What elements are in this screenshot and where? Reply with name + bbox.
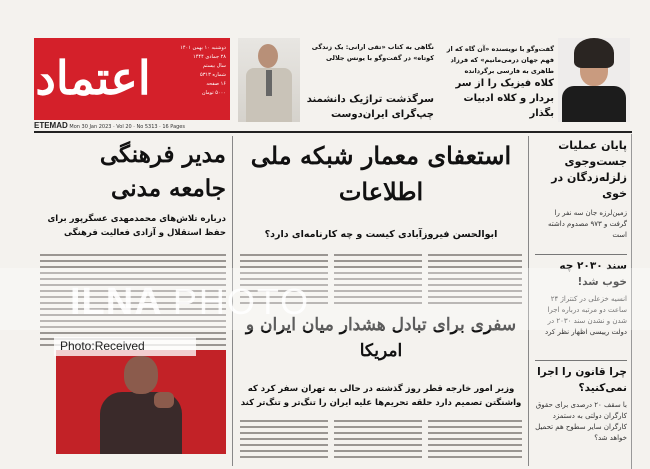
masthead xyxy=(34,38,230,120)
watermark-logo xyxy=(70,280,430,324)
right-divider-1 xyxy=(535,254,627,255)
second-subhead: وزیر امور خارجه قطر روز گذشته در حالی به تهران سفر کرد که واشنگتن تصمیم دارد حلقه تحریم‌ها علیه ایران را تنگ‌تر و تنگ‌تر کند xyxy=(240,384,522,408)
masthead-subline xyxy=(34,121,230,130)
masthead-pages: ۱۶ صفحه xyxy=(206,81,226,87)
speaker-hand xyxy=(154,392,174,408)
masthead-number: شماره ۵۳۱۳ xyxy=(200,72,226,78)
right-headline-2[interactable]: سند ۲۰۳۰ چه خوب شد! xyxy=(559,260,627,288)
portrait-photo xyxy=(238,38,300,122)
main-headline[interactable]: استعفای معمار شبکه ملی اطلاعات xyxy=(250,141,512,206)
watermark-photo: PHOTO xyxy=(172,281,311,322)
left-subhead: درباره تلاش‌های محمدمهدی عسگرپور برای حفظ استقلال و آزادی فعالیت فرهنگی xyxy=(47,214,226,238)
speaker-figure xyxy=(96,350,186,454)
portrait-tie xyxy=(266,70,272,96)
top-divider xyxy=(34,131,632,133)
right-headline-1[interactable]: پایان عملیات جست‌وجوی زلزله‌زدگان در خوی xyxy=(551,139,627,200)
right-headline-3[interactable]: چرا قانون را اجرا نمی‌کنید؟ xyxy=(537,366,627,394)
right-body-1: زمین‌لرزه جان سه نفر را گرفت و ۹۷۳ مصدوم داشته است xyxy=(548,209,627,239)
right-body-2: انسیه خزعلی در کنتراژ ۲۴ ساعت دو مرتبه درباره اجرا شدن و نشدن سند ۲۰۳۰ در دولت رییسی اظهار نظر کرد xyxy=(544,295,627,336)
newspaper-logo: اعتماد xyxy=(35,51,151,105)
masthead-info xyxy=(154,44,226,98)
speaker-photo xyxy=(56,350,226,454)
main-subhead: ابوالحسن فیروزآبادی کیست و چه کارنامه‌ای دارد؟ xyxy=(264,229,498,240)
author-shirt xyxy=(562,86,626,122)
second-headline[interactable]: سفری برای تبادل هشدار میان ایران و امریکا xyxy=(245,315,517,361)
right-divider-2 xyxy=(535,360,627,361)
teaser-right-kicker: گفت‌وگو با نویسنده «آن گاه که از فهم جهان درمی‌مانیم» که فرزاد طاهری به فارسی برگردانده xyxy=(446,45,554,75)
second-body-col-2 xyxy=(334,420,422,462)
speaker-head xyxy=(124,356,158,394)
masthead-date-hijri: ۲۸ جمادی ۱۴۴۴ xyxy=(193,54,226,60)
portrait-head xyxy=(258,44,278,68)
second-body-col-1 xyxy=(240,420,328,462)
teaser-right-title: کلاه فیزیک را از سر بردار و کلاه ادبیات بگذار xyxy=(455,78,554,119)
teaser-right[interactable] xyxy=(438,38,630,120)
masthead-sub-en: Mon 30 Jan 2023 · Vol 20 · No 5313 · 16 Pages xyxy=(69,124,185,130)
masthead-name-en: ETEMAD xyxy=(34,121,68,130)
masthead-year: سال بیستم xyxy=(202,63,226,69)
masthead-date: دوشنبه ۱۰ بهمن ۱۴۰۱ xyxy=(180,45,226,51)
watermark-brand: ILNA xyxy=(70,281,162,323)
second-body-col-3 xyxy=(428,420,522,462)
right-body-3: با سقف ۲۰ درصدی برای حقوق کارگران دولتی به دستمزد کارگران سایر سطوح هم تحمیل خواهد شد؟ xyxy=(535,401,627,442)
teaser-middle-kicker: نگاهی به کتاب «تقی ارانی: یک زندگی کوتاه» در گفت‌وگو با یونس جلالی xyxy=(311,43,434,62)
masthead-price: ۵۰۰۰ تومان xyxy=(201,90,226,96)
left-headline[interactable]: مدیر فرهنگی جامعه مدنی xyxy=(99,141,226,202)
photo-credit: Photo:Received xyxy=(54,337,196,356)
author-hair xyxy=(574,38,614,68)
author-photo xyxy=(558,38,630,122)
teaser-middle[interactable] xyxy=(238,38,434,120)
teaser-middle-title: سرگذشت تراژیک دانشمند چپ‌گرای ایران‌دوست xyxy=(306,94,434,120)
